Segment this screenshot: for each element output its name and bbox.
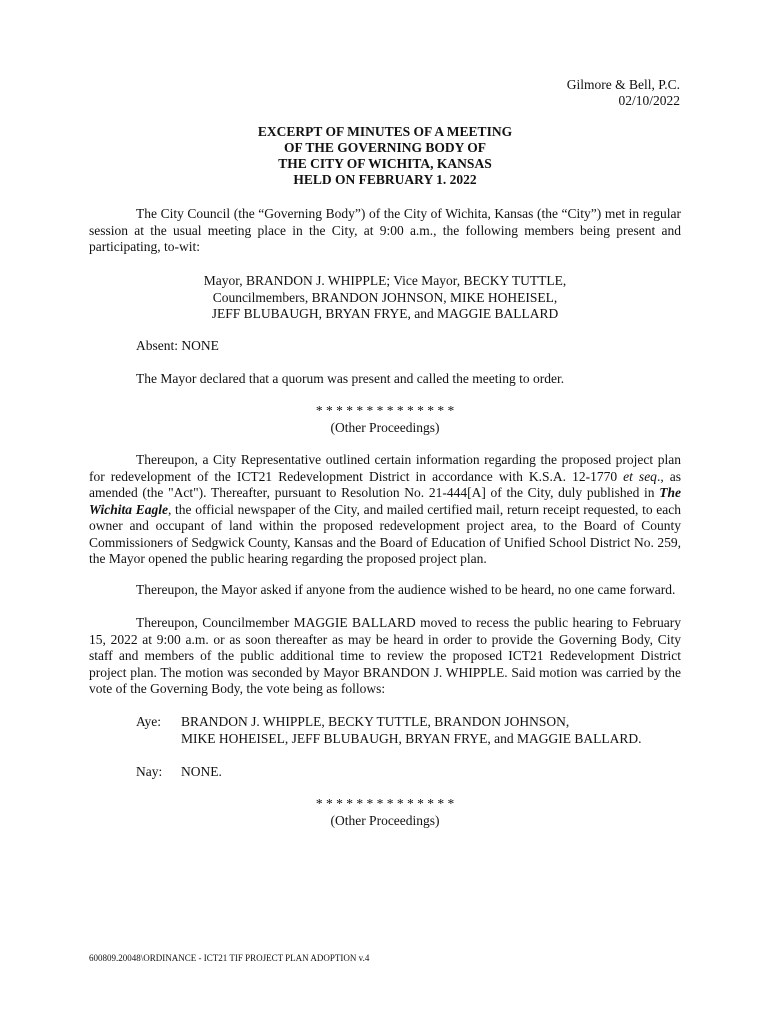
intro-paragraph: The City Council (the “Governing Body”) of the City of Wichita, Kansas (the “City”) met in regular session at the usual meeting place in the City, at 9:00 a.m., the following members being present and participating, to-wit: (89, 206, 681, 254)
members-line-1: Mayor, BRANDON J. WHIPPLE; Vice Mayor, BECKY TUTTLE, (203, 273, 567, 288)
motion-paragraph: Thereupon, Councilmember MAGGIE BALLARD moved to recess the public hearing to February 15, 2022 at 9:00 a.m. or as soon thereafter as may be heard in order to provide the Governing Body, City staff and members of the public additional time to review the proposed ICT21 Redevelopment District project plan. The motion was seconded by Mayor BRANDON J. WHIPPLE. Said motion was carried by the vote of the Governing Body, the vote being as follows: (89, 615, 681, 696)
members-line-3: JEFF BLUBAUGH, BRYAN FRYE, and MAGGIE BALLARD (211, 306, 559, 321)
document-footer: 600809.20048\ORDINANCE - ICT21 TIF PROJECT PLAN ADOPTION v.4 (89, 953, 370, 963)
hearing-text-3: , the official newspaper of the City, and mailed certified mail, return receipt requested, to each owner and occupant of land within the proposed redevelopment project area, to the Board of County Commissioners of Sedgwick County, Kansas and the Board of Education of Unified School District No. 259, the Mayor opened the public hearing regarding the proposed project plan. (89, 501, 681, 566)
title-line-4: HELD ON FEBRUARY 1. 2022 (293, 172, 477, 187)
separator-stars: * * * * * * * * * * * * * * (315, 796, 455, 811)
firm-name: Gilmore & Bell, P.C. (566, 77, 680, 92)
members-line-2: Councilmembers, BRANDON JOHNSON, MIKE HOHEISEL, (212, 289, 558, 305)
hearing-text-1: Thereupon, a City Representative outlined certain information regarding the proposed project plan for redevelopment of the ICT21 Redevelopment District in accordance with K.S.A. 12-1770 (89, 452, 681, 484)
document-title (0, 124, 770, 188)
separator-label: (Other Proceedings) (330, 419, 440, 435)
aye-line-1: BRANDON J. WHIPPLE, BECKY TUTTLE, BRANDON JOHNSON, (181, 714, 570, 729)
absent-line: Absent: NONE (136, 338, 219, 353)
et-seq: et seq (623, 468, 657, 484)
audience-paragraph: Thereupon, the Mayor asked if anyone from the audience wished to be heard, no one came forward. (136, 582, 676, 597)
title-line-3: THE CITY OF WICHITA, KANSAS (278, 156, 492, 171)
separator-2 (0, 796, 770, 829)
title-line-1: EXCERPT OF MINUTES OF A MEETING (257, 124, 513, 139)
quorum-paragraph: The Mayor declared that a quorum was present and called the meeting to order. (136, 371, 565, 386)
members-list (0, 273, 770, 323)
document-header (567, 77, 680, 109)
document-date: 02/10/2022 (618, 93, 680, 108)
nay-value: NONE. (181, 764, 222, 779)
nay-label: Nay: (136, 764, 163, 779)
aye-line-2: MIKE HOHEISEL, JEFF BLUBAUGH, BRYAN FRYE, and MAGGIE BALLARD. (181, 730, 642, 746)
aye-label: Aye: (136, 714, 162, 729)
separator-stars: * * * * * * * * * * * * * * (315, 403, 455, 418)
newspaper-name: The Wichita Eagle (89, 485, 681, 517)
title-line-2: OF THE GOVERNING BODY OF (283, 140, 487, 155)
separator-1 (0, 403, 770, 436)
hearing-text-2: ., as amended (the "Act"). Thereafter, pursuant to Resolution No. 21-444[A] of the City, duly published in (89, 468, 681, 500)
aye-members (181, 714, 701, 747)
separator-label: (Other Proceedings) (330, 812, 440, 828)
hearing-paragraph (89, 452, 681, 568)
